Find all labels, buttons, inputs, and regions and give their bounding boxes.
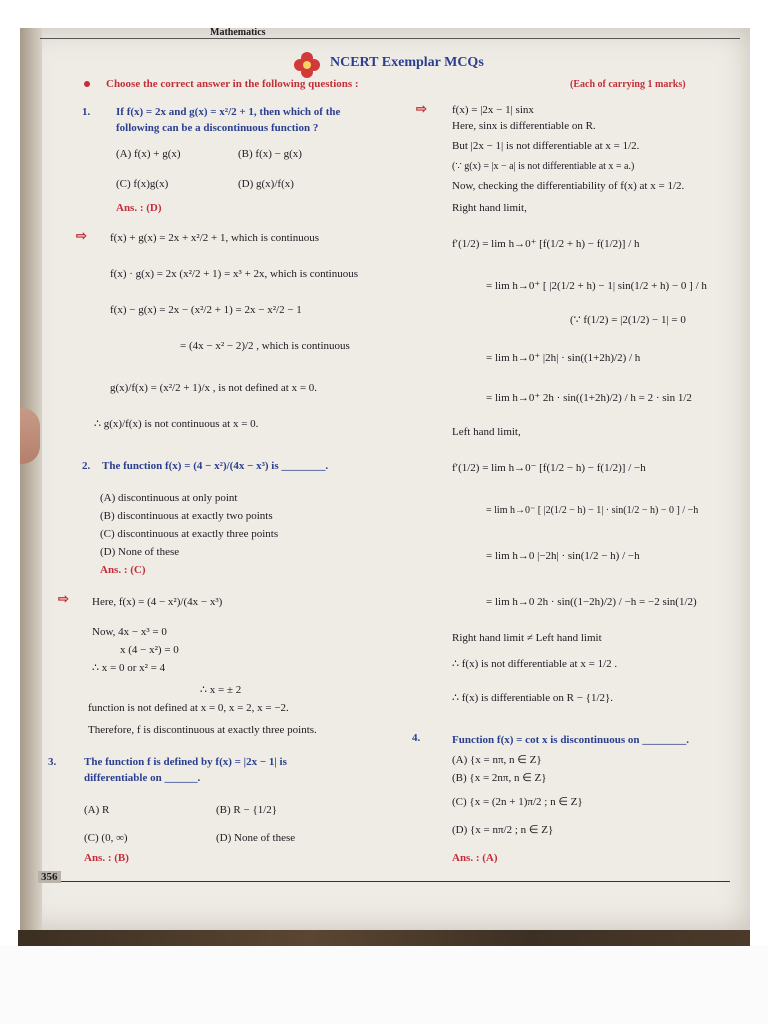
right-line14: = lim h→0⁻ [ |2(1/2 − h) − 1| · sin(1/2 − h) − 0 ] / −h — [486, 505, 699, 516]
right-line11: = lim h→0⁺ 2h · sin((1+2h)/2) / h = 2 · sin 1/2 — [486, 392, 692, 404]
right-line15: = lim h→0 |−2h| · sin(1/2 − h) / −h — [486, 550, 640, 562]
q1-solution-line4: = (4x − x² − 2)/2 , which is continuous — [180, 340, 350, 352]
right-line2: Here, sinx is differentiable on R. — [452, 120, 596, 132]
q2-solution-line4: ∴ x = 0 or x² = 4 — [92, 662, 166, 674]
right-line18: ∴ f(x) is not differentiable at x = 1/2 . — [452, 658, 618, 670]
right-line13: f′(1/2) = lim h→0⁻ [f(1/2 − h) − f(1/2)] / −h — [452, 462, 646, 474]
instruction-right: (Each of carrying 1 marks) — [570, 79, 686, 90]
q3-answer: Ans. : (B) — [84, 852, 129, 864]
q1-solution-line6: ∴ g(x)/f(x) is not continuous at x = 0. — [94, 418, 259, 430]
arrow-right-icon: ⇨ — [58, 591, 69, 606]
q4-number: 4. — [412, 732, 421, 744]
ncert-flower-icon — [292, 50, 322, 80]
q1-solution-line1: f(x) + g(x) = 2x + x²/2 + 1, which is continuous — [110, 232, 319, 244]
q1-solution-line2: f(x) · g(x) = 2x (x²/2 + 1) = x³ + 2x, which is continuous — [110, 268, 359, 280]
q4-stem: Function f(x) = cot x is discontinuous on ________. — [452, 734, 689, 746]
right-line4: (∵ g(x) = |x − a| is not differentiable at x = a.) — [452, 161, 635, 172]
instruction-left: Choose the correct answer in the following questions : — [106, 78, 359, 90]
q2-answer: Ans. : (C) — [100, 564, 146, 576]
finger — [20, 408, 40, 464]
right-line8: = lim h→0⁺ [ |2(1/2 + h) − 1| sin(1/2 + h) − 0 ] / h — [486, 280, 707, 292]
table-surface — [0, 945, 768, 1024]
q1-solution-line5: g(x)/f(x) = (x²/2 + 1)/x , is not defined at x = 0. — [110, 382, 318, 394]
section-title: NCERT Exemplar MCQs — [330, 55, 484, 70]
q2-option-b: (B) discontinuous at exactly two points — [100, 510, 273, 522]
q4-option-b: (B) {x = 2nπ, n ∈ Z} — [452, 772, 547, 784]
q2-solution-line2: Now, 4x − x³ = 0 — [92, 626, 167, 638]
q2-option-d: (D) None of these — [100, 546, 180, 558]
top-rule — [40, 38, 740, 39]
arrow-right-icon: ⇨ — [416, 101, 427, 116]
q2-solution-line7: Therefore, f is discontinuous at exactly three points. — [88, 724, 317, 736]
q3-option-a: (A) R — [84, 804, 110, 816]
q3-stem-line2: differentiable on ______. — [84, 772, 201, 784]
q2-option-c: (C) discontinuous at exactly three points — [100, 528, 279, 540]
q4-option-a: (A) {x = nπ, n ∈ Z} — [452, 754, 542, 766]
q2-solution-line1: Here, f(x) = (4 − x²)/(4x − x³) — [92, 596, 223, 608]
right-line19: ∴ f(x) is differentiable on R − {1/2}. — [452, 692, 614, 704]
bottom-rule — [40, 881, 730, 882]
q4-answer: Ans. : (A) — [452, 852, 498, 864]
q3-number: 3. — [48, 756, 57, 768]
page-number: 356 — [38, 871, 61, 883]
q2-option-a: (A) discontinuous at only point — [100, 492, 238, 504]
right-line5: Now, checking the differentiability of f(x) at x = 1/2. — [452, 180, 685, 192]
q2-number: 2. — [82, 460, 91, 472]
q1-option-a: (A) f(x) + g(x) — [116, 148, 181, 160]
book-page — [20, 28, 750, 930]
page-binding-shadow — [20, 28, 42, 930]
right-line6: Right hand limit, — [452, 202, 527, 214]
right-line9: (∵ f(1/2) = |2(1/2) − 1| = 0 — [570, 314, 686, 326]
q3-stem-line1: The function f is defined by f(x) = |2x − 1| is — [84, 756, 287, 768]
right-line16: = lim h→0 2h · sin((1−2h)/2) / −h = −2 sin(1/2) — [486, 596, 697, 608]
right-line7: f′(1/2) = lim h→0⁺ [f(1/2 + h) − f(1/2)] / h — [452, 238, 640, 250]
q1-answer: Ans. : (D) — [116, 202, 162, 214]
q4-option-d: (D) {x = nπ/2 ; n ∈ Z} — [452, 824, 554, 836]
q1-stem-line1: If f(x) = 2x and g(x) = x²/2 + 1, then which of the — [116, 106, 341, 118]
q1-stem-line2: following can be a discontinuous function ? — [116, 122, 319, 134]
running-head: Mathematics — [210, 28, 266, 38]
right-line10: = lim h→0⁺ |2h| · sin((1+2h)/2) / h — [486, 352, 641, 364]
arrow-right-icon: ⇨ — [76, 228, 87, 243]
q3-option-b: (B) R − {1/2} — [216, 804, 278, 816]
q3-option-c: (C) (0, ∞) — [84, 832, 128, 844]
right-line17: Right hand limit ≠ Left hand limit — [452, 632, 602, 644]
bullet-icon — [84, 81, 90, 87]
q1-number: 1. — [82, 106, 91, 118]
q2-solution-line3: x (4 − x²) = 0 — [120, 644, 179, 656]
q3-option-d: (D) None of these — [216, 832, 296, 844]
q2-solution-line5: ∴ x = ± 2 — [200, 684, 242, 696]
q4-option-c: (C) {x = (2n + 1)π/2 ; n ∈ Z} — [452, 796, 583, 808]
q1-option-c: (C) f(x)g(x) — [116, 178, 169, 190]
right-line1: f(x) = |2x − 1| sinx — [452, 104, 534, 116]
right-line12: Left hand limit, — [452, 426, 521, 438]
q1-solution-line3: f(x) − g(x) = 2x − (x²/2 + 1) = 2x − x²/2 − 1 — [110, 304, 302, 316]
right-line3: But |2x − 1| is not differentiable at x = 1/2. — [452, 140, 640, 152]
q1-option-b: (B) f(x) − g(x) — [238, 148, 302, 160]
q1-option-d: (D) g(x)/f(x) — [238, 178, 294, 190]
q2-solution-line6: function is not defined at x = 0, x = 2, x = −2. — [88, 702, 289, 714]
wooden-desk-edge — [18, 930, 750, 946]
q2-stem: The function f(x) = (4 − x²)/(4x − x³) is ________. — [102, 460, 329, 472]
